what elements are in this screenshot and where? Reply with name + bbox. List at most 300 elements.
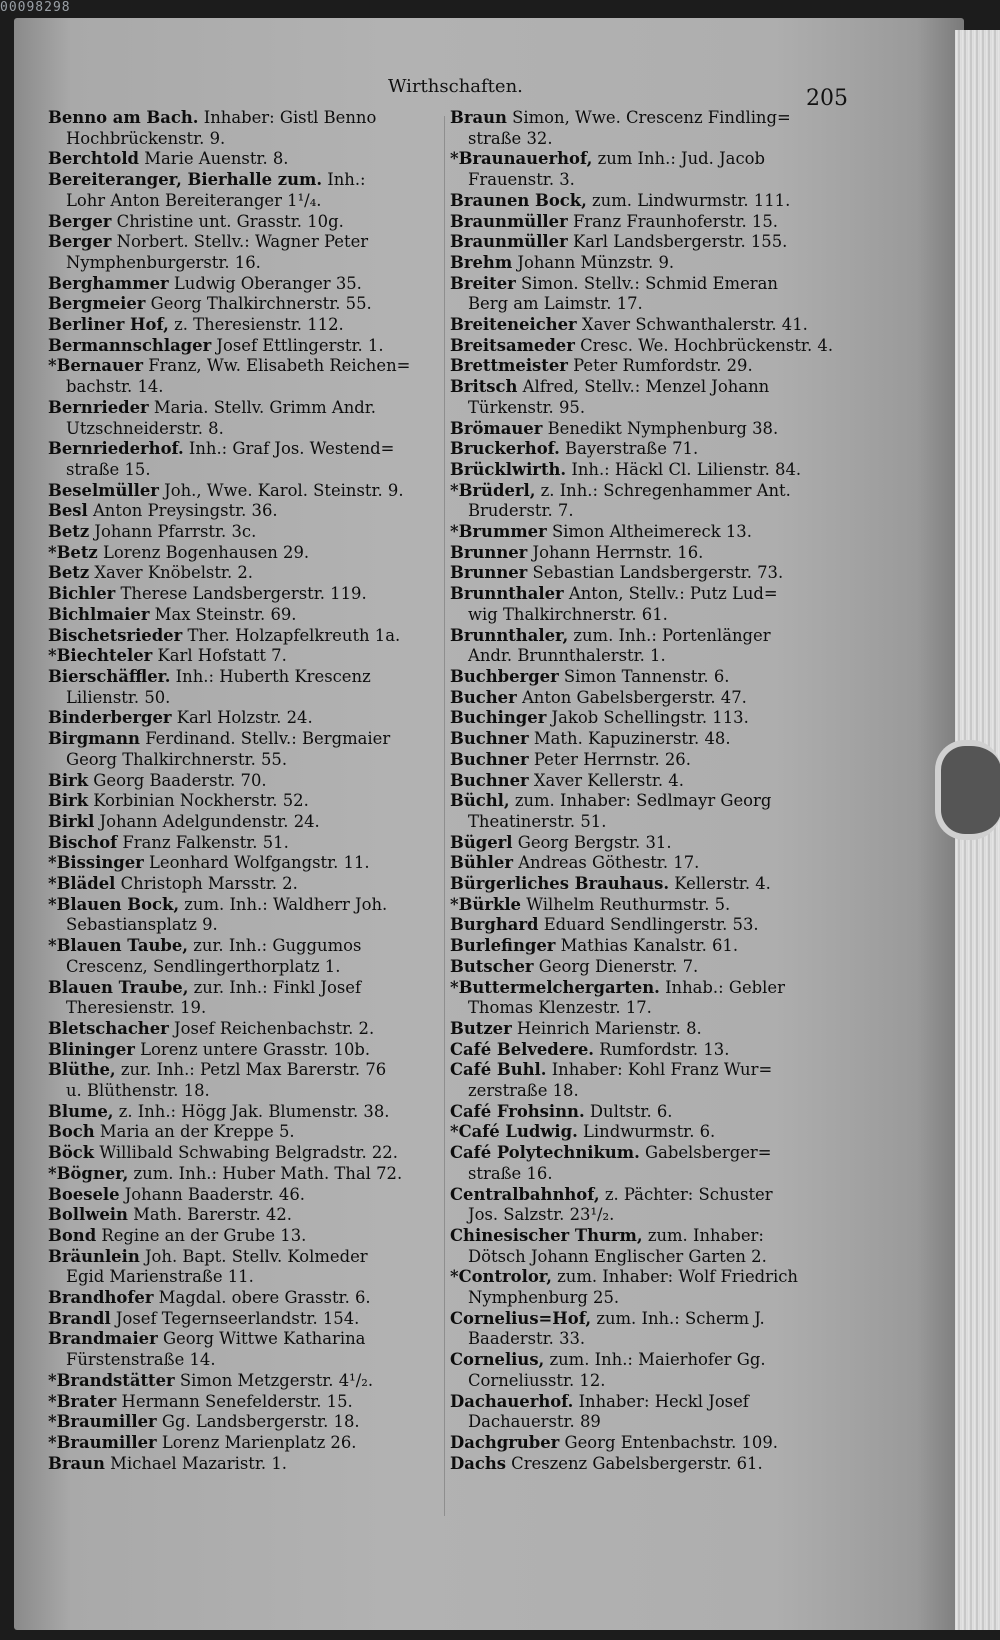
- entry-name: *Braunauerhof,: [450, 149, 593, 169]
- entry-name: Bergmeier: [48, 294, 146, 314]
- entry-name: Bermannschlager: [48, 335, 212, 355]
- entry-text: zum. Lindwurmstr. 111.: [586, 190, 791, 210]
- directory-entry: [450, 750, 850, 771]
- entry-name: Buchinger: [450, 708, 547, 728]
- entry-text: Josef Ettlingerstr. 1.: [211, 335, 384, 355]
- entry-text: Maria an der Kreppe 5.: [94, 1122, 295, 1142]
- directory-entry: [450, 791, 850, 832]
- entry-name: Büchl,: [450, 791, 510, 811]
- column-divider: [444, 116, 445, 1516]
- scan-id: 00098298: [0, 0, 71, 15]
- entry-name: Bucher: [450, 687, 517, 707]
- directory-entry: [450, 336, 850, 357]
- directory-entry: [450, 212, 850, 233]
- directory-entry: [450, 1309, 850, 1350]
- directory-entry: [450, 1267, 850, 1308]
- entry-continuation: Sebastiansplatz 9.: [66, 915, 218, 935]
- page-number: 205: [806, 86, 848, 111]
- entry-text: Wilhelm Reuthurmstr. 5.: [521, 894, 731, 914]
- directory-entry: [450, 1392, 850, 1433]
- directory-entry: [48, 563, 440, 584]
- directory-entry: [48, 398, 440, 439]
- entry-name: Boesele: [48, 1184, 120, 1204]
- entry-text: Simon Tannenstr. 6.: [558, 666, 730, 686]
- entry-text: Peter Herrnstr. 26.: [528, 749, 691, 769]
- entry-text: Ferdinand. Stellv.: Bergmaier: [139, 729, 391, 749]
- entry-text: Korbinian Nockherstr. 52.: [88, 791, 309, 811]
- entry-text: Simon, Wwe. Crescenz Findling=: [506, 108, 791, 127]
- entry-continuation: Theresienstr. 19.: [66, 998, 207, 1018]
- directory-entry: [450, 1040, 850, 1061]
- directory-entry: [450, 688, 850, 709]
- entry-text: Simon Altheimereck 13.: [546, 522, 752, 542]
- entry-text: Georg Entenbachstr. 109.: [559, 1433, 779, 1452]
- entry-text: zur. Inh.: Guggumos: [188, 936, 362, 956]
- entry-name: Betz: [48, 563, 90, 583]
- entry-text: Inhab.: Gebler: [659, 977, 785, 997]
- entry-text: Inhaber: Gistl Benno: [198, 108, 377, 127]
- directory-entry: [48, 149, 440, 170]
- entry-name: Centralbahnhof,: [450, 1184, 600, 1204]
- entry-name: Café Polytechnikum.: [450, 1143, 640, 1163]
- entry-name: Bischetsrieder: [48, 625, 183, 645]
- entry-text: zur. Inh.: Finkl Josef: [188, 977, 362, 997]
- entry-name: Brunnthaler: [450, 584, 564, 604]
- entry-name: Bräunlein: [48, 1246, 140, 1266]
- entry-name: Bierschäffler.: [48, 666, 171, 686]
- entry-name: Breitsameder: [450, 335, 575, 355]
- entry-text: Josef Tegernseerlandstr. 154.: [110, 1308, 360, 1328]
- directory-entry: [48, 274, 440, 295]
- entry-text: Norbert. Stellv.: Wagner Peter: [111, 232, 369, 252]
- directory-entry: [48, 1226, 440, 1247]
- entry-name: Berliner Hof,: [48, 315, 169, 335]
- directory-entry: [450, 1060, 850, 1101]
- entry-name: Buchner: [450, 749, 529, 769]
- directory-entry: [48, 1371, 440, 1392]
- entry-text: Leonhard Wolfgangstr. 11.: [143, 853, 370, 873]
- running-header: Wirthschaften.: [388, 76, 523, 97]
- directory-entry: [48, 812, 440, 833]
- entry-name: Bernriederhof.: [48, 439, 184, 459]
- entry-name: Café Buhl.: [450, 1060, 547, 1080]
- entry-text: zum. Inh.: Scherm J.: [591, 1308, 765, 1328]
- entry-continuation: Jos. Salzstr. 23¹/₂.: [468, 1205, 615, 1225]
- entry-text: Maria. Stellv. Grimm Andr.: [148, 397, 377, 417]
- directory-entry: [450, 191, 850, 212]
- entry-name: Brücklwirth.: [450, 459, 567, 479]
- entry-text: Gg. Landsbergerstr. 18.: [156, 1412, 360, 1432]
- right-column: [450, 108, 850, 1474]
- entry-name: Cornelius=Hof,: [450, 1308, 592, 1328]
- entry-text: Xaver Knöbelstr. 2.: [89, 563, 254, 583]
- directory-entry: [450, 108, 850, 149]
- directory-entry: [450, 729, 850, 750]
- entry-name: *Controlor,: [450, 1267, 552, 1287]
- directory-entry: [48, 646, 440, 667]
- entry-continuation: Egid Marienstraße 11.: [66, 1267, 254, 1287]
- entry-name: Brunner: [450, 542, 528, 562]
- entry-text: z. Pächter: Schuster: [599, 1184, 773, 1204]
- directory-entry: [450, 419, 850, 440]
- entry-continuation: Thomas Klenzestr. 17.: [468, 998, 652, 1018]
- entry-text: Alfred, Stellv.: Menzel Johann: [517, 377, 770, 397]
- directory-entry: [48, 232, 440, 273]
- directory-entry: [48, 481, 440, 502]
- directory-entry: [450, 1433, 850, 1454]
- directory-entry: [48, 170, 440, 211]
- entry-name: Berchtold: [48, 149, 140, 169]
- entry-text: Max Steinstr. 69.: [149, 604, 297, 624]
- entry-continuation: Hochbrückenstr. 9.: [66, 128, 226, 148]
- entry-text: Eduard Sendlingerstr. 53.: [538, 915, 759, 935]
- entry-continuation: Lohr Anton Bereiteranger 1¹/₄.: [66, 190, 322, 210]
- entry-name: Berger: [48, 211, 112, 231]
- directory-entry: [48, 1329, 440, 1370]
- directory-entry: [48, 1392, 440, 1413]
- directory-entry: [48, 626, 440, 647]
- entry-name: Blume,: [48, 1101, 114, 1121]
- entry-name: *Blauen Bock,: [48, 894, 180, 914]
- directory-entry: [450, 253, 850, 274]
- entry-text: zum. Inhaber: Sedlmayr Georg: [509, 791, 772, 811]
- entry-name: Buchner: [450, 729, 529, 749]
- entry-name: Brandhofer: [48, 1288, 154, 1308]
- entry-text: Lindwurmstr. 6.: [577, 1122, 716, 1142]
- entry-name: Bond: [48, 1225, 97, 1245]
- directory-entry: [48, 212, 440, 233]
- entry-name: Chinesischer Thurm,: [450, 1225, 643, 1245]
- entry-continuation: Theatinerstr. 51.: [468, 811, 607, 831]
- entry-text: Karl Hofstatt 7.: [152, 646, 287, 666]
- entry-name: Café Belvedere.: [450, 1039, 594, 1059]
- entry-name: *Biechteler: [48, 646, 153, 666]
- entry-text: Xaver Schwanthalerstr. 41.: [576, 315, 808, 335]
- entry-name: Birk: [48, 770, 89, 790]
- entry-name: Breiteneicher: [450, 315, 577, 335]
- entry-text: Johann Baaderstr. 46.: [119, 1184, 305, 1204]
- directory-entry: [450, 978, 850, 1019]
- entry-name: *Braumiller: [48, 1412, 157, 1432]
- entry-continuation: Nymphenburg 25.: [468, 1288, 620, 1308]
- entry-continuation: wig Thalkirchnerstr. 61.: [468, 604, 668, 624]
- book-clip: [935, 740, 1000, 840]
- entry-text: Lorenz untere Grasstr. 10b.: [134, 1039, 371, 1059]
- entry-name: Café Frohsinn.: [450, 1101, 585, 1121]
- directory-entry: [48, 1019, 440, 1040]
- entry-text: zum. Inh.: Portenlänger: [568, 625, 771, 645]
- directory-entry: [450, 522, 850, 543]
- entry-continuation: straße 32.: [468, 128, 553, 148]
- entry-name: Bichler: [48, 584, 116, 604]
- directory-entry: [450, 149, 850, 190]
- entry-text: Xaver Kellerstr. 4.: [528, 770, 684, 790]
- entry-continuation: Fürstenstraße 14.: [66, 1350, 216, 1370]
- directory-entry: [48, 729, 440, 770]
- directory-entry: [450, 1454, 850, 1475]
- entry-name: *Brandstätter: [48, 1370, 175, 1390]
- entry-name: Dachgruber: [450, 1433, 560, 1452]
- entry-continuation: straße 16.: [468, 1163, 553, 1183]
- entry-text: Inh.: Graf Jos. Westend=: [183, 439, 395, 459]
- directory-entry: [450, 667, 850, 688]
- entry-text: Anton Gabelsbergerstr. 47.: [516, 687, 747, 707]
- entry-text: Franz Fraunhoferstr. 15.: [567, 211, 778, 231]
- entry-continuation: Türkenstr. 95.: [468, 397, 586, 417]
- directory-entry: [48, 791, 440, 812]
- entry-name: *Blauen Taube,: [48, 936, 188, 956]
- directory-entry: [450, 274, 850, 315]
- entry-continuation: Dachauerstr. 89: [468, 1412, 601, 1432]
- directory-entry: [48, 356, 440, 397]
- entry-name: Burlefinger: [450, 936, 556, 956]
- directory-entry: [48, 874, 440, 895]
- directory-entry: [48, 1309, 440, 1330]
- entry-continuation: Crescenz, Sendlingerthorplatz 1.: [66, 956, 341, 976]
- entry-continuation: Lilienstr. 50.: [66, 687, 171, 707]
- entry-name: Bügerl: [450, 832, 513, 852]
- directory-entry: [48, 1060, 440, 1101]
- directory-entry: [48, 1433, 440, 1454]
- directory-entry: [48, 501, 440, 522]
- entry-name: Brunner: [450, 563, 528, 583]
- entry-name: Bernrieder: [48, 397, 149, 417]
- directory-entry: [48, 708, 440, 729]
- entry-name: *Brater: [48, 1391, 117, 1411]
- entry-name: Brandl: [48, 1308, 111, 1328]
- entry-name: Betz: [48, 522, 90, 542]
- entry-name: Bühler: [450, 853, 513, 873]
- entry-name: Binderberger: [48, 708, 172, 728]
- entry-name: Brettmeister: [450, 356, 568, 376]
- entry-name: Britsch: [450, 377, 518, 397]
- entry-name: Breiter: [450, 273, 516, 293]
- entry-name: *Café Ludwig.: [450, 1122, 578, 1142]
- entry-continuation: Utzschneiderstr. 8.: [66, 418, 224, 438]
- directory-entry: [450, 874, 850, 895]
- entry-text: Johann Herrnstr. 16.: [527, 542, 704, 562]
- entry-name: *Bernauer: [48, 356, 144, 376]
- entry-continuation: Georg Thalkirchnerstr. 55.: [66, 749, 288, 769]
- entry-text: Mathias Kanalstr. 61.: [555, 936, 739, 956]
- directory-entry: [48, 833, 440, 854]
- entry-continuation: Andr. Brunnthalerstr. 1.: [468, 646, 666, 666]
- entry-name: *Bürkle: [450, 894, 521, 914]
- entry-text: Lorenz Bogenhausen 29.: [97, 542, 310, 562]
- entry-text: Inh.:: [322, 170, 366, 190]
- directory-entry: [450, 833, 850, 854]
- entry-continuation: Nymphenburgerstr. 16.: [66, 252, 261, 272]
- entry-text: Creszenz Gabelsbergerstr. 61.: [505, 1453, 763, 1473]
- entry-name: Bletschacher: [48, 1018, 169, 1038]
- directory-entry: [48, 1288, 440, 1309]
- directory-entry: [450, 1143, 850, 1184]
- directory-entry: [450, 584, 850, 625]
- entry-name: Bürgerliches Brauhaus.: [450, 874, 670, 894]
- entry-name: Bischof: [48, 832, 118, 852]
- directory-entry: [450, 1102, 850, 1123]
- entry-text: Heinrich Marienstr. 8.: [511, 1018, 702, 1038]
- entry-name: Cornelius,: [450, 1350, 545, 1370]
- directory-entry: [48, 294, 440, 315]
- entry-text: zum. Inh.: Waldherr Joh.: [179, 894, 388, 914]
- directory-entry: [48, 522, 440, 543]
- directory-entry: [48, 1040, 440, 1061]
- entry-name: Besl: [48, 501, 88, 521]
- entry-text: zur. Inh.: Petzl Max Barerstr. 76: [115, 1060, 387, 1080]
- directory-entry: [450, 232, 850, 253]
- directory-entry: [48, 936, 440, 977]
- entry-text: Jakob Schellingstr. 113.: [546, 708, 749, 728]
- entry-name: Buchberger: [450, 666, 559, 686]
- entry-text: Ludwig Oberanger 35.: [168, 273, 362, 293]
- entry-text: Georg Dienerstr. 7.: [533, 956, 699, 976]
- entry-text: z. Inh.: Högg Jak. Blumenstr. 38.: [113, 1101, 390, 1121]
- entry-name: *Bögner,: [48, 1163, 129, 1183]
- directory-entry: [450, 1185, 850, 1226]
- entry-continuation: bachstr. 14.: [66, 377, 164, 397]
- entry-continuation: Corneliusstr. 12.: [468, 1370, 606, 1390]
- left-column: [48, 108, 440, 1474]
- directory-entry: [48, 439, 440, 480]
- entry-text: Christine unt. Grasstr. 10g.: [111, 211, 344, 231]
- entry-name: Berger: [48, 232, 112, 252]
- entry-name: *Braumiller: [48, 1433, 157, 1452]
- entry-name: Dachauerhof.: [450, 1391, 574, 1411]
- directory-entry: [450, 771, 850, 792]
- entry-continuation: Dötsch Johann Englischer Garten 2.: [468, 1246, 767, 1266]
- entry-text: Georg Thalkirchnerstr. 55.: [145, 294, 372, 314]
- directory-entry: [450, 1122, 850, 1143]
- directory-entry: [48, 108, 440, 149]
- directory-entry: [48, 584, 440, 605]
- entry-name: Braun: [450, 108, 507, 127]
- directory-entry: [48, 1205, 440, 1226]
- directory-entry: [450, 543, 850, 564]
- entry-continuation: straße 15.: [66, 459, 151, 479]
- directory-entry: [48, 853, 440, 874]
- entry-text: Georg Bergstr. 31.: [512, 832, 672, 852]
- entry-name: *Buttermelchergarten.: [450, 977, 660, 997]
- entry-name: *Blädel: [48, 874, 116, 894]
- entry-text: Georg Wittwe Katharina: [157, 1329, 366, 1349]
- entry-text: Marie Auenstr. 8.: [139, 149, 289, 169]
- entry-text: Magdal. obere Grasstr. 6.: [153, 1288, 371, 1308]
- entry-name: Blininger: [48, 1039, 135, 1059]
- entry-text: Josef Reichenbachstr. 2.: [168, 1018, 375, 1038]
- entry-name: Bruckerhof.: [450, 439, 560, 459]
- directory-entry: [450, 915, 850, 936]
- entry-name: Butzer: [450, 1018, 512, 1038]
- entry-text: Joh. Bapt. Stellv. Kolmeder: [139, 1246, 368, 1266]
- entry-name: *Brummer: [450, 522, 547, 542]
- entry-text: Therese Landsbergerstr. 119.: [115, 584, 367, 604]
- directory-entry: [450, 708, 850, 729]
- entry-continuation: Baaderstr. 33.: [468, 1329, 586, 1349]
- entry-name: Blüthe,: [48, 1060, 116, 1080]
- entry-text: Dultstr. 6.: [584, 1101, 673, 1121]
- directory-entry: [48, 1164, 440, 1185]
- directory-entry: [450, 853, 850, 874]
- directory-entry: [450, 895, 850, 916]
- entry-text: Joh., Wwe. Karol. Steinstr. 9.: [158, 480, 404, 500]
- entry-text: Bayerstraße 71.: [559, 439, 699, 459]
- entry-continuation: zerstraße 18.: [468, 1081, 579, 1101]
- entry-text: Franz, Ww. Elisabeth Reichen=: [143, 356, 411, 376]
- entry-text: Gabelsberger=: [639, 1143, 772, 1163]
- directory-entry: [450, 563, 850, 584]
- entry-name: Brömauer: [450, 418, 543, 438]
- directory-entry: [48, 771, 440, 792]
- entry-text: Franz Falkenstr. 51.: [117, 832, 289, 852]
- entry-text: Andreas Göthestr. 17.: [512, 853, 700, 873]
- directory-entry: [48, 1102, 440, 1123]
- directory-entry: [48, 543, 440, 564]
- entry-name: Brandmaier: [48, 1329, 158, 1349]
- entry-text: zum. Inh.: Maierhofer Gg.: [544, 1350, 766, 1370]
- entry-text: zum. Inh.: Huber Math. Thal 72.: [128, 1163, 403, 1183]
- entry-text: Sebastian Landsbergerstr. 73.: [527, 563, 784, 583]
- entry-name: Buchner: [450, 770, 529, 790]
- entry-text: Lorenz Marienplatz 26.: [156, 1433, 357, 1452]
- directory-entry: [48, 667, 440, 708]
- entry-text: Ther. Holzapfelkreuth 1a.: [182, 625, 401, 645]
- entry-text: zum. Inhaber: Wolf Friedrich: [551, 1267, 798, 1287]
- directory-entry: [48, 1454, 440, 1475]
- entry-continuation: Frauenstr. 3.: [468, 170, 575, 190]
- entry-name: Beselmüller: [48, 480, 159, 500]
- entry-name: Bichlmaier: [48, 604, 150, 624]
- entry-text: Anton, Stellv.: Putz Lud=: [563, 584, 778, 604]
- directory-entry: [48, 1143, 440, 1164]
- entry-name: *Betz: [48, 542, 98, 562]
- directory-entry: [450, 377, 850, 418]
- entry-text: z. Inh.: Schregenhammer Ant.: [535, 480, 791, 500]
- directory-entry: [48, 978, 440, 1019]
- entry-name: Blauen Traube,: [48, 977, 189, 997]
- entry-name: Birgmann: [48, 729, 140, 749]
- entry-text: Math. Barerstr. 42.: [127, 1205, 292, 1225]
- entry-text: Rumfordstr. 13.: [593, 1039, 730, 1059]
- entry-text: Willibald Schwabing Belgradstr. 22.: [94, 1143, 398, 1163]
- directory-entry: [48, 605, 440, 626]
- directory-entry: [48, 895, 440, 936]
- entry-text: Johann Pfarrstr. 3c.: [89, 522, 257, 542]
- entry-continuation: Bruderstr. 7.: [468, 501, 574, 521]
- entry-name: Braunen Bock,: [450, 190, 587, 210]
- directory-entry: [450, 626, 850, 667]
- entry-name: Boch: [48, 1122, 95, 1142]
- directory-entry: [48, 1247, 440, 1288]
- directory-entry: [450, 481, 850, 522]
- directory-entry: [450, 439, 850, 460]
- entry-text: Regine an der Grube 13.: [96, 1225, 307, 1245]
- directory-entry: [450, 1019, 850, 1040]
- entry-name: Brunnthaler,: [450, 625, 569, 645]
- entry-name: *Bissinger: [48, 853, 144, 873]
- entry-name: Braunmüller: [450, 232, 568, 252]
- directory-entry: [48, 1412, 440, 1433]
- entry-text: Peter Rumfordstr. 29.: [567, 356, 753, 376]
- directory-entry: [450, 315, 850, 336]
- entry-text: Inhaber: Kohl Franz Wur=: [546, 1060, 773, 1080]
- entry-text: Inh.: Häckl Cl. Lilienstr. 84.: [566, 459, 802, 479]
- entry-text: Johann Münzstr. 9.: [512, 252, 675, 272]
- entry-text: Karl Holzstr. 24.: [171, 708, 313, 728]
- entry-name: Bollwein: [48, 1205, 128, 1225]
- entry-name: Braunmüller: [450, 211, 568, 231]
- entry-name: Bereiteranger, Bierhalle zum.: [48, 170, 323, 190]
